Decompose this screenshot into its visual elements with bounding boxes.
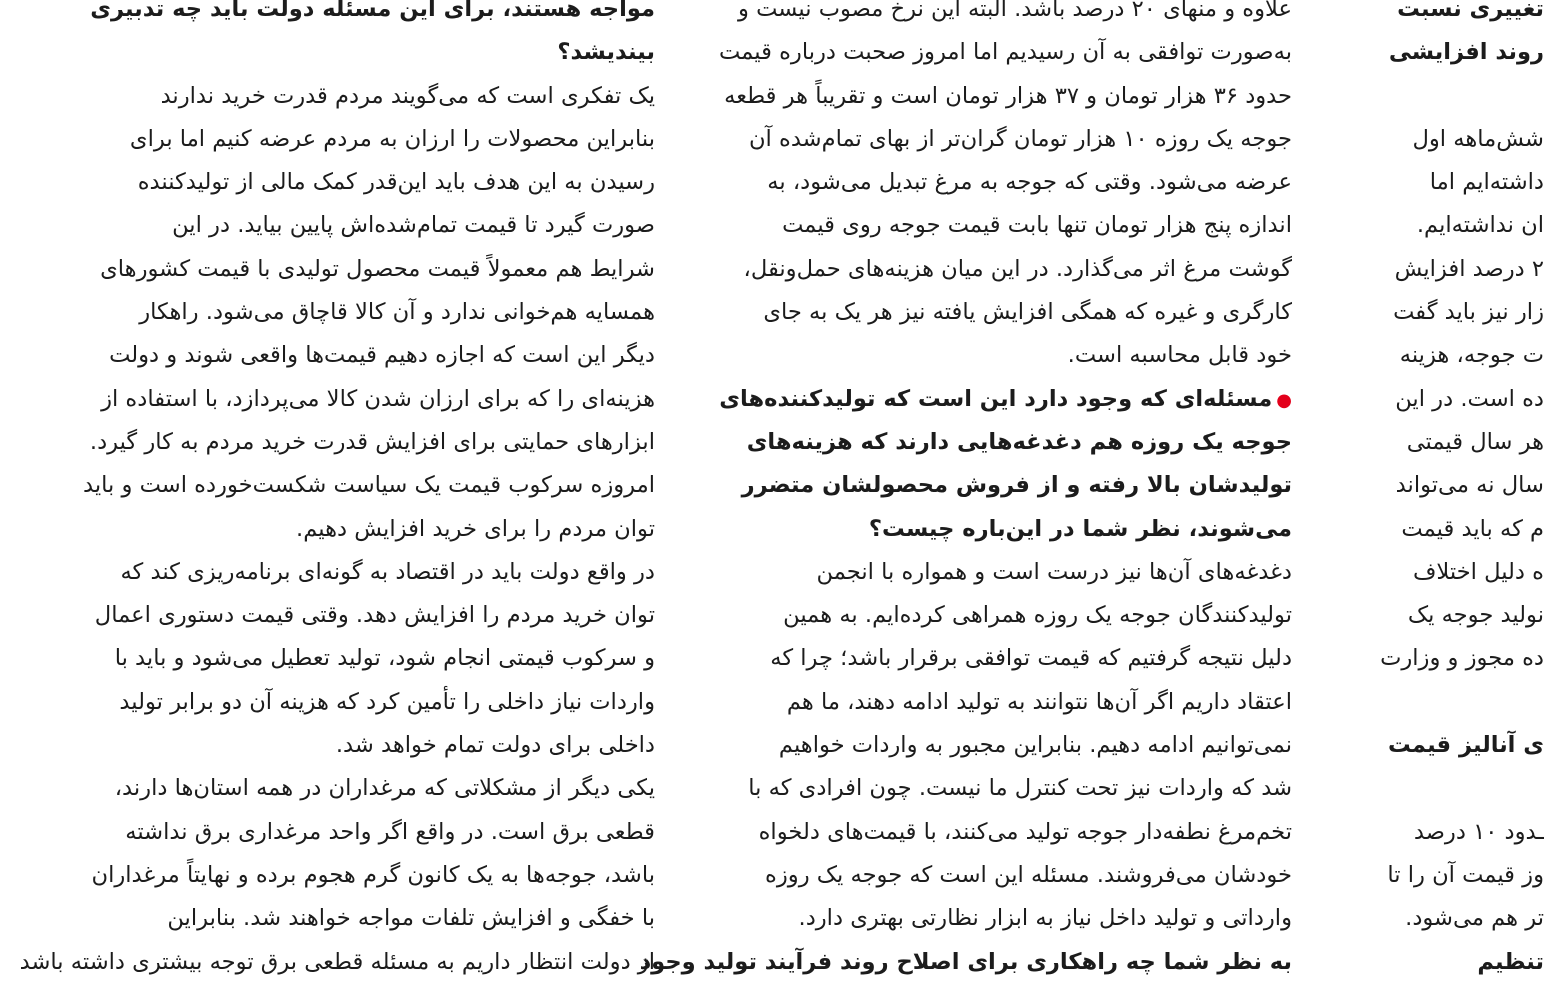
body-text-line: دغدغه‌های آن‌ها نیز درست است و همواره با انجمن [816, 558, 1292, 585]
body-text-line: ابزارهای حمایتی برای افزایش قدرت خرید مردم به کار گیرد. [89, 428, 655, 455]
body-text-line: در واقع دولت باید در اقتصاد به گونه‌ای برنامه‌ریزی کند که [120, 558, 655, 585]
body-text-line: به‌صورت توافقی به آن رسیدیم اما امروز صحبت درباره قیمت [719, 39, 1292, 66]
body-text-line: هزینه‌ای را که برای ارزان شدن کالا می‌پردازد، با استفاده از [101, 385, 655, 412]
body-text-line: تولیدکنندگان جوجه یک روزه همراهی کرده‌ایم. به همین [783, 602, 1292, 629]
body-text-line: صورت گیرد تا قیمت تمام‌شده‌اش پایین بیاید. در این [172, 212, 655, 239]
body-text-line: وز قیمت آن را تا [1387, 861, 1544, 888]
body-text-line: توان مردم را برای خرید افزایش دهیم. [296, 515, 655, 542]
question-line: ●مسئله‌ای که وجود دارد این است که تولیدکننده‌های [719, 385, 1292, 412]
bullet-icon: ● [1276, 389, 1292, 411]
body-text-line: تر هم می‌شود. [1405, 905, 1544, 932]
body-text-line: م که باید قیمت [1401, 515, 1544, 542]
body-text-line: باشد، جوجه‌ها به یک کانون گرم هجوم برده و نهایتاً مرغداران [91, 861, 655, 888]
body-text-line: نمی‌توانیم ادامه دهیم. بنابراین مجبور به واردات خواهیم [778, 732, 1292, 759]
article-column-middle [639, 0, 1292, 975]
body-text-line: وارداتی و تولید داخل نیاز به ابزار نظارتی بهتری دارد. [798, 905, 1292, 932]
question-line: می‌شوند، نظر شما در این‌باره چیست؟ [868, 515, 1292, 542]
body-text-line: با خفگی و افزایش تلفات مواجه خواهند شد. بنابراین [167, 905, 655, 932]
body-text-line: شد که واردات نیز تحت کنترل ما نیست. چون افرادی که با [748, 775, 1292, 802]
body-text-line: سال نه می‌تواند [1395, 472, 1544, 499]
body-text-line: تنظیم [1477, 948, 1544, 975]
body-text-line: قطعی برق است. در واقع اگر واحد مرغداری برق نداشته [125, 818, 655, 845]
body-text-line: زار نیز باید گفت [1393, 299, 1544, 326]
question-line: به نظر شما چه راهکاری برای اصلاح روند فرآیند تولید وجود [639, 948, 1292, 975]
body-text-line: داشته‌ایم اما [1429, 169, 1544, 196]
body-text-line [1344, 767, 1544, 810]
body-text-line: خود قابل محاسبه است. [1067, 342, 1292, 369]
body-text-line: دیگر این است که اجازه دهیم قیمت‌ها واقعی شوند و دولت [109, 342, 655, 369]
body-text-line: خودشان می‌فروشند. مسئله این است که جوجه یک روزه [765, 861, 1292, 888]
body-text-line: عرضه می‌شود. وقتی که جوجه به مرغ تبدیل می‌شود، به [767, 169, 1292, 196]
body-text-line: اعتقاد داریم اگر آن‌ها نتوانند به تولید ادامه دهند، ما هم [786, 688, 1292, 715]
body-text-line [1344, 681, 1544, 724]
body-text-line: واردات نیاز داخلی را تأمین کرد که هزینه آن دو برابر تولید [119, 688, 655, 715]
question-line: بیندیشد؟ [557, 39, 655, 66]
body-text-line [1344, 75, 1544, 118]
body-text-line: ۲ درصد افزایش [1394, 255, 1544, 282]
body-text-line: ت جوجه، هزینه [1399, 342, 1544, 369]
body-text-line: داخلی برای دولت تمام خواهد شد. [335, 732, 655, 759]
body-text-line: ده مجوز و وزارت [1380, 645, 1544, 672]
body-text-line: دلیل نتیجه گرفتیم که قیمت توافقی برقرار باشد؛ چرا که [770, 645, 1292, 672]
body-text-line: تخم‌مرغ نطفه‌دار جوجه تولید می‌کنند، با قیمت‌های دلخواه [758, 818, 1292, 845]
article-column-left [19, 0, 655, 975]
body-text-line: امروزه سرکوب قیمت یک سیاست شکست‌خورده است و باید [82, 472, 655, 499]
body-text-line: یک تفکری است که می‌گویند مردم قدرت خرید ندارند [160, 82, 655, 109]
body-text-line: شش‌ماهه اول [1412, 125, 1544, 152]
body-text-line: رسیدن به این هدف باید این‌قدر کمک مالی از تولیدکننده [137, 169, 655, 196]
body-text-line: نولید جوجه یک [1407, 602, 1544, 629]
body-text-line: همسایه هم‌خوانی ندارد و آن کالا قاچاق می‌شود. راهکار [139, 299, 655, 326]
body-text-line: تغییری نسبت [1397, 0, 1544, 22]
question-line: جوجه یک روزه هم دغدغه‌هایی دارند که هزینه‌های [746, 428, 1292, 455]
article-column-right [1344, 0, 1544, 975]
body-text-line: روند افزایشی [1388, 39, 1544, 66]
body-text-line: یکی دیگر از مشکلاتی که مرغداران در همه استان‌ها دارند، [114, 775, 655, 802]
body-text-line: جوجه یک روزه ۱۰ هزار تومان گران‌تر از بهای تمام‌شده آن [748, 125, 1292, 152]
body-text-line: ان نداشته‌ایم. [1416, 212, 1544, 239]
body-text-line: از دولت انتظار داریم به مسئله قطعی برق توجه بیشتری داشته باشد [19, 948, 655, 975]
body-text-line: شرایط هم معمولاً قیمت محصول تولیدی با قیمت کشورهای [100, 255, 655, 282]
body-text-line: توان خرید مردم را افزایش دهد. وقتی قیمت دستوری اعمال [94, 602, 655, 629]
body-text-line: ی آنالیز قیمت [1388, 732, 1544, 759]
body-text-line: علاوه و منهای ۲۰ درصد باشد. البته این نرخ مصوب نیست و [738, 0, 1292, 22]
body-text-line: هر سال قیمتی [1406, 428, 1544, 455]
body-text-line: کارگری و غیره که همگی افزایش یافته نیز هر یک به جای [763, 299, 1292, 326]
body-text-line: حدود ۳۶ هزار تومان و ۳۷ هزار تومان است و تقریباً هر قطعه [724, 82, 1292, 109]
body-text-line: ده است. در این [1395, 385, 1544, 412]
body-text-line: گوشت مرغ اثر می‌گذارد. در این میان هزینه‌های حمل‌ونقل، [743, 255, 1292, 282]
question-line: تولیدشان بالا رفته و از فروش محصولشان متضرر [741, 472, 1292, 499]
body-text-line: ـدود ۱۰ درصد [1413, 818, 1544, 845]
body-text-line: ه دلیل اختلاف [1412, 558, 1544, 585]
body-text-line: بنابراین محصولات را ارزان به مردم عرضه کنیم اما برای [129, 125, 655, 152]
body-text-line: اندازه پنج هزار تومان تنها بابت قیمت جوجه روی قیمت [782, 212, 1292, 239]
question-line: مواجه هستند، برای این مسئله دولت باید چه تدبیری [90, 0, 655, 22]
body-text-line: و سرکوب قیمتی انجام شود، تولید تعطیل می‌شود و باید با [114, 645, 655, 672]
